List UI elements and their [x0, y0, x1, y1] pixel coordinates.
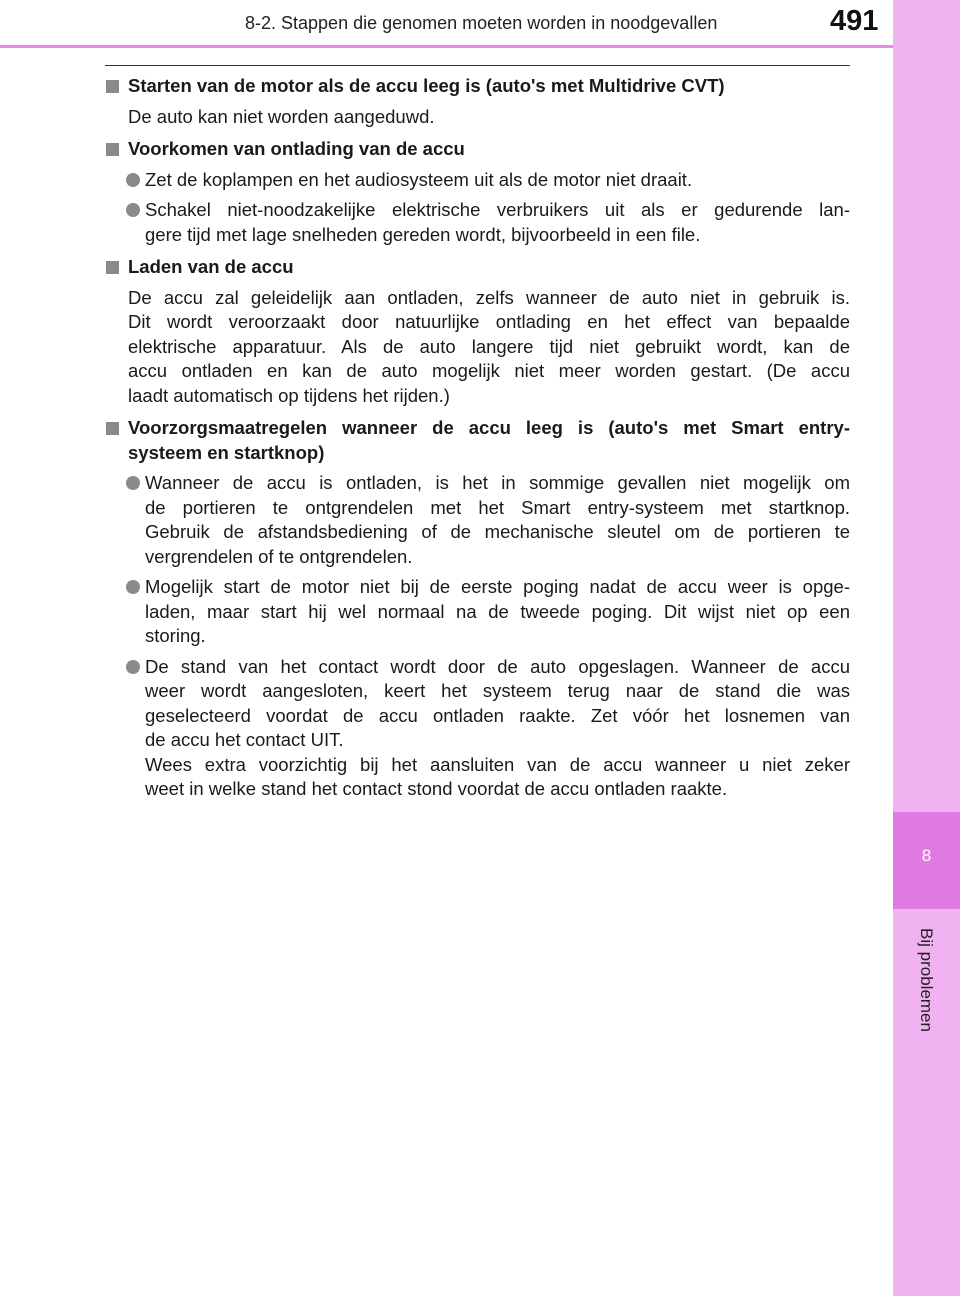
circle-bullet-icon	[126, 580, 140, 594]
square-bullet-icon	[106, 422, 119, 435]
bullet-smart-entry: Wanneer de accu is ontladen, is het in sommige gevallen niet mogelijk om de portieren te ontgrendelen met het Smart entry-systeem met startknop. Gebruik de afstandsbediening of de mechanische sleutel om de portieren te vergrendelen of te ontgrendelen.	[106, 471, 850, 569]
circle-bullet-icon	[126, 173, 140, 187]
page-number: 491	[830, 5, 879, 37]
side-tab	[893, 0, 960, 1296]
square-bullet-icon	[106, 143, 119, 156]
bullet-contact-position: De stand van het contact wordt door de auto opgeslagen. Wanneer de accu weer wordt aangesloten, keert het systeem terug naar de stand die was geselecteerd voordat de accu ontladen raakte. Zet vóór het losnemen van de accu het contact UIT. Wees extra voorzichtig bij het aansluiten van de accu wanneer u niet zeker weet in welke stand het contact stond voordat de accu ontladen raakte.	[106, 655, 850, 802]
paragraph-motor-start: De auto kan niet worden aangeduwd.	[128, 105, 435, 127]
heading-charging: Laden van de accu	[106, 255, 850, 280]
heading-motor-start: Starten van de motor als de accu leeg is (auto's met Multidrive CVT)	[106, 74, 850, 99]
circle-bullet-icon	[126, 476, 140, 490]
square-bullet-icon	[106, 80, 119, 93]
circle-bullet-icon	[126, 660, 140, 674]
circle-bullet-icon	[126, 203, 140, 217]
section-title: 8-2. Stappen die genomen moeten worden in noodgevallen	[245, 13, 718, 33]
page-content	[106, 74, 850, 802]
bullet-consumers: Schakel niet-noodzakelijke elektrische verbruikers uit als er gedurende lan- gere tijd met lage snelheden gereden wordt, bijvoorbeeld in een file.	[106, 198, 850, 247]
bullet-headlights: Zet de koplampen en het audiosysteem uit als de motor niet draait.	[106, 168, 850, 193]
bullet-engine-start-attempt: Mogelijk start de motor niet bij de eerste poging nadat de accu weer is opge- laden, maar start hij wel normaal na de tweede poging. Dit wijst niet op een storing.	[106, 575, 850, 649]
square-bullet-icon	[106, 261, 119, 274]
chapter-number: 8	[921, 846, 932, 865]
chapter-title: Bij problemen	[917, 928, 936, 1032]
paragraph-charging: De accu zal geleidelijk aan ontladen, zelfs wanneer de auto niet in gebruik is. Dit wordt veroorzaakt door natuurlijke ontlading en het effect van bepaalde elektrische apparatuur. Als de auto langere tijd niet gebruikt wordt, kan de accu ontladen en kan de auto mogelijk niet meer worden gestart. (De accu laadt automatisch op tijdens het rijden.)	[128, 286, 850, 406]
heading-precautions: Voorzorgsmaatregelen wanneer de accu leeg is (auto's met Smart entry- systeem en startknop)	[106, 416, 850, 465]
section-rule	[105, 65, 850, 66]
heading-prevent-discharge: Voorkomen van ontlading van de accu	[106, 137, 850, 162]
header-rule	[0, 45, 893, 48]
